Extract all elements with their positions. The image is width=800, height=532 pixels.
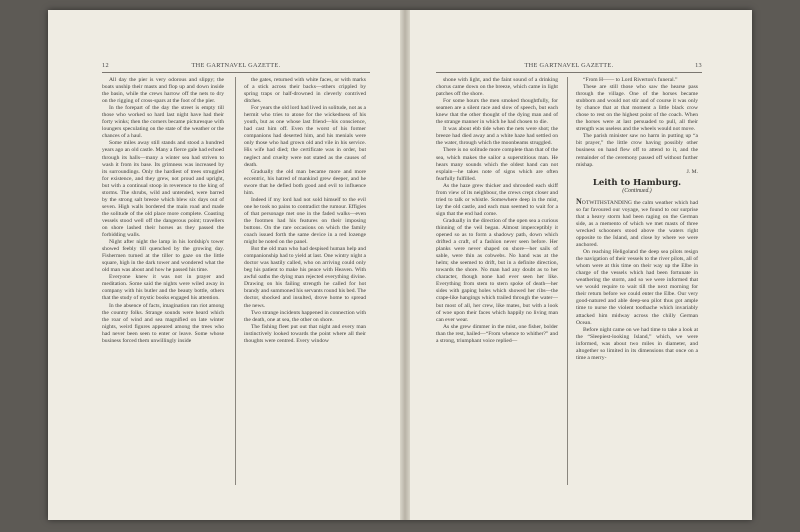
text-column-left-1 bbox=[102, 77, 224, 497]
left-page bbox=[48, 10, 400, 520]
page-number: 13 bbox=[695, 62, 702, 69]
running-title: THE GARTNAVEL GAZETTE. bbox=[191, 62, 281, 69]
paragraph: In the forepart of the day the street is empty till those who worked so hard last night have had their forty winks; then the corners became picturesque with loungers speculating on the state of the weather or the chances of a haul. bbox=[102, 105, 224, 140]
right-page bbox=[410, 10, 752, 520]
paragraph: Before night came on we had time to take a look at the “Sleepiest-looking Island,” which, we were informed, was about two miles in diameter, and altogether so limited in its dimensions that once on a time a merry- bbox=[576, 326, 698, 361]
article-heading: Leith to Hamburg. bbox=[592, 177, 682, 188]
paragraph: The fishing fleet put out that night and every man instinctively looked towards the point where all their thoughts were centred. Every window bbox=[244, 323, 366, 344]
page-number: 12 bbox=[102, 62, 109, 69]
magazine-spread bbox=[48, 10, 752, 520]
paragraph: Gradually in the direction of the open sea a curious thinning of the veil began. Almost imperceptibly it opened so as to form a shadowy path, down which drifted a craft, of a fashion never seen before. Her planks were never shaped on shore—her sails of sable, were thin as cobwebs. No hand was at the helm; she seemed to drift, but in a definite direction, towards the shore. No man had any doubt as to her character, though none had ever seen her like. Everything from stem to stern spoke of death—her sides with gaping holes which showed her ribs—the crape-like hangings which trailed through the water—but most of all, her crew, like mates, but with a look of woe upon their faces which happily no living man can ever wear. bbox=[436, 217, 558, 323]
paragraph: The parish minister saw no harm in putting up “a bit prayer,” the little crow having possibly other business on hand flew off to attend to it, and the remainder of the ceremony passed off without further mishap. bbox=[576, 133, 698, 168]
book-gutter bbox=[400, 10, 410, 520]
paragraph: These are still those who saw the hearse pass through the village. One of the horses became stubborn and would not stir and of course it was only by chance that at that moment a little black crow chose to rest on the highest point of the coach. When the horses were at last persuaded to pull, all their strength was useless and the wheels would not move. bbox=[576, 84, 698, 133]
paragraph: But the old man who had despised human help and companionship had to yield at last. One wintry night a doctor was hastily called, who on arriving could only beg his patient to make his peace with Heaven. With awful oaths the dying man rejected everything divine. Drawing on his failing strength he called for hot brandy and summoned his servants round his bed. The doctor, shocked and insulted, drove home to spread the news. bbox=[244, 246, 366, 309]
column-divider bbox=[235, 77, 236, 485]
paragraph: On reaching Heligoland the deep sea pilots resign the navigation of their vessels to the river pilots, all of whom were at this time on their way up the Elbe in charge of the vessels which had been fortunate in weathering the storm, and so we were informed that we would require to wait till the next morning for their return before we could enter the Elbe. Our very good-natured and able deep-sea pilot thus got ample time to nurse the violent toothache which invariably attacked him midway across the chilly German Ocean. bbox=[576, 249, 698, 326]
paragraph: For years the old lord had lived in solitude, not as a hermit who tries to atone for the wickedness of his youth, but as one whose last friend—his conscience, had cast him off. Even the worst of his former companions had deserted him, and his menials were only those who had grown old and vile in his service. His wife had died; the certificate was in order, but neglect and cruelty were not stated as the causes of death. bbox=[244, 105, 366, 168]
paragraph: shone with light, and the faint sound of a drinking chorus came down on the breeze, which came in light patches off the shore. bbox=[436, 77, 558, 98]
paragraph: “From H—— to Lord Riverton's funeral.” bbox=[583, 77, 678, 83]
paragraph: For some hours the men smoked thoughtfully, for seamen are a silent race and slow of speech, but each knew that the other thought of the dying man and of the strange manner in which he had chosen to die. bbox=[436, 98, 558, 126]
drop-cap: N bbox=[576, 196, 582, 206]
column-divider bbox=[567, 77, 568, 485]
article-subheading: (Continued.) bbox=[622, 187, 652, 194]
header-rule bbox=[102, 72, 370, 73]
paragraph: In the absence of facts, imagination ran riot among the country folks. Strange sounds were heard which the roar of wind and sea magnified on late winter nights, weird figures appeared among the trees who had never been seen to enter or leave. Some whose business forced them unwillingly inside bbox=[102, 302, 224, 344]
header-rule bbox=[436, 72, 702, 73]
paragraph bbox=[576, 198, 698, 249]
text-column-right-1 bbox=[436, 77, 558, 497]
paragraph: All day the pier is very odorous and slippy; the boats unship their masts and flop up and down inside the basin, while the crews harrow off the nets to dry on the rigging of cross-spars at the foot of the pier. bbox=[102, 77, 224, 105]
text-column-left-2 bbox=[244, 77, 366, 497]
paragraph: As the haze grew thicker and shrouded each skiff from view of its neighbour, the crews crept closer and tried to talk or whistle. Somewhere deep in the mist, lay the old castle, and each man seemed to wait for a sign that the end had come. bbox=[436, 182, 558, 217]
text-column-right-2 bbox=[576, 77, 698, 497]
paragraph: There is no solitude more complete than that of the sea, which makes the sailor a superstitious man. He hears many sounds which the oldest hand can not explain—he takes note of signs which are often fearfully fulfilled. bbox=[436, 147, 558, 182]
paragraph-text: OTWITHSTANDING the calm weather which had so far favoured our voyage, we found to our surprise that a heavy storm had been raging on the German side, as a memento of which we met masts of three wrecked schooners stood above the waters right opposite to the Island, and close by where we were anchored. bbox=[576, 199, 698, 249]
paragraph: Two strange incidents happened in connection with the death, one at sea, the other on shore. bbox=[244, 309, 366, 323]
paragraph: It was about ebb tide when the nets were shot; the breeze had died away and a white haze had settled on the water, through which the moonbeams struggled. bbox=[436, 126, 558, 147]
paragraph: As she grew dimmer in the mist, one fisher, bolder than the rest, hailed—“From whence to whither?” and a strong, triumphant voice replied— bbox=[436, 323, 558, 344]
paragraph: Some miles away still stands and stood a hundred years ago an old castle. Many a fierce gale had echoed through its halls—many a winter sea had striven to wash it from its base. Its grimness was increased by its surroundings. Only the hardiest of trees struggled for existence, and they grew, not proud and upright, but with a continual stoop in reverence to the king of storms. The shrubs, wild and untended, were barred by the strong salt breeze which blew six days out of seven. High walls bordered the main road and made the solitude of the old place more complete. Coasting vessels stood well off the dangerous point; travellers on shore lashed their horses as they passed the forbidding walls. bbox=[102, 140, 224, 239]
paragraph: Indeed if my lord had not sold himself to the evil one he took no pains to contradict the rumour. Effigies of that personage met one in the faded walks—even the footmen had his features on their imposing buttons. On the rare occasions on which the family coach issued forth the same device in a red lozenge might be noted on the panel. bbox=[244, 196, 366, 246]
paragraph: the gates, returned with white faces, or with marks of a stick across their backs—others crippled by spring traps or half-drowned in cleverly contrived ditches. bbox=[244, 77, 366, 105]
paragraph: Everyone knew it was not in prayer and meditation. Some said the nights were wiled away in company with his butler and the beauty bottle, others that the study of mystic books engaged his attention. bbox=[102, 274, 224, 302]
author-signature: J. M. bbox=[686, 168, 698, 175]
running-title: THE GARTNAVEL GAZETTE. bbox=[524, 62, 614, 69]
paragraph: Gradually the old man became more and more eccentric, his hatred of mankind grew deeper, and he swore that he defied both good and evil to influence him. bbox=[244, 168, 366, 196]
paragraph: Night after night the lamp in his lordship's tower showed feebly till quenched by the growing day. Fishermen turned at the tiller to gaze on the little square, high in the dark tower and wondered what the old man was about and how he passed his time. bbox=[102, 239, 224, 274]
